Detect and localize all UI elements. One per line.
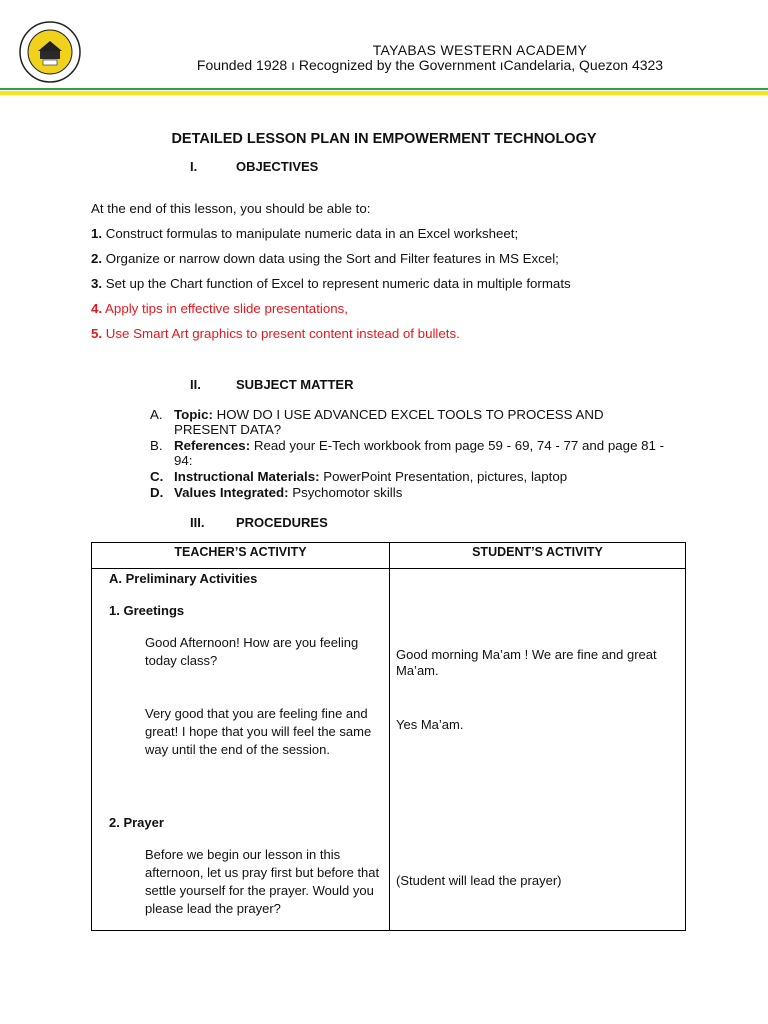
prayer-heading: 2. Prayer: [109, 815, 164, 830]
header-divider-yellow: [0, 91, 768, 95]
teacher-prayer: Before we begin our lesson in this afternoon, let us pray first but before that settle yourself for the prayer. Would you please lead the prayer?: [145, 847, 380, 916]
table-column-divider: [389, 542, 390, 931]
section-procedures-title: PROCEDURES: [236, 515, 328, 530]
objective-item-5: 5. Use Smart Art graphics to present content instead of bullets.: [91, 326, 460, 341]
objectives-intro: At the end of this lesson, you should be able to:: [91, 201, 371, 216]
section-subject-number: II.: [190, 377, 201, 392]
section-subject-title: SUBJECT MATTER: [236, 377, 354, 392]
table-header-teacher: TEACHER’S ACTIVITY: [174, 545, 307, 559]
header-divider-green: [0, 88, 768, 90]
table-header-student: STUDENT’S ACTIVITY: [472, 545, 603, 559]
student-prayer: (Student will lead the prayer): [396, 873, 562, 888]
section-procedures-number: III.: [190, 515, 205, 530]
objective-item-2: 2. Organize or narrow down data using the Sort and Filter features in MS Excel;: [91, 251, 559, 266]
greetings-heading: 1. Greetings: [109, 603, 185, 618]
objective-item-1: 1. Construct formulas to manipulate numeric data in an Excel worksheet;: [91, 226, 519, 241]
school-subtitle: Founded 1928 ı Recognized by the Government ıCandelaria, Quezon 4323: [196, 57, 664, 73]
section-objectives-title: OBJECTIVES: [236, 159, 319, 174]
teacher-greeting: Good Afternoon! How are you feeling today class?: [145, 635, 359, 668]
section-objectives-number: I.: [190, 159, 198, 174]
student-response: Yes Ma’am.: [396, 717, 464, 732]
table-header-divider: [91, 568, 686, 569]
objective-item-3: 3. Set up the Chart function of Excel to represent numeric data in multiple formats: [91, 276, 571, 291]
student-greeting: Good morning Ma’am ! We are fine and great Ma’am.: [396, 647, 657, 678]
school-seal-logo: [19, 21, 81, 83]
objective-item-4: 4. Apply tips in effective slide presentations,: [91, 301, 348, 316]
teacher-response: Very good that you are feeling fine and great! I hope that you will feel the same way until the end of the session.: [145, 706, 372, 757]
document-title: DETAILED LESSON PLAN IN EMPOWERMENT TECHNOLOGY: [171, 131, 597, 147]
school-name: TAYABAS WESTERN ACADEMY: [372, 42, 588, 58]
prelim-activities-heading: A. Preliminary Activities: [109, 571, 258, 586]
